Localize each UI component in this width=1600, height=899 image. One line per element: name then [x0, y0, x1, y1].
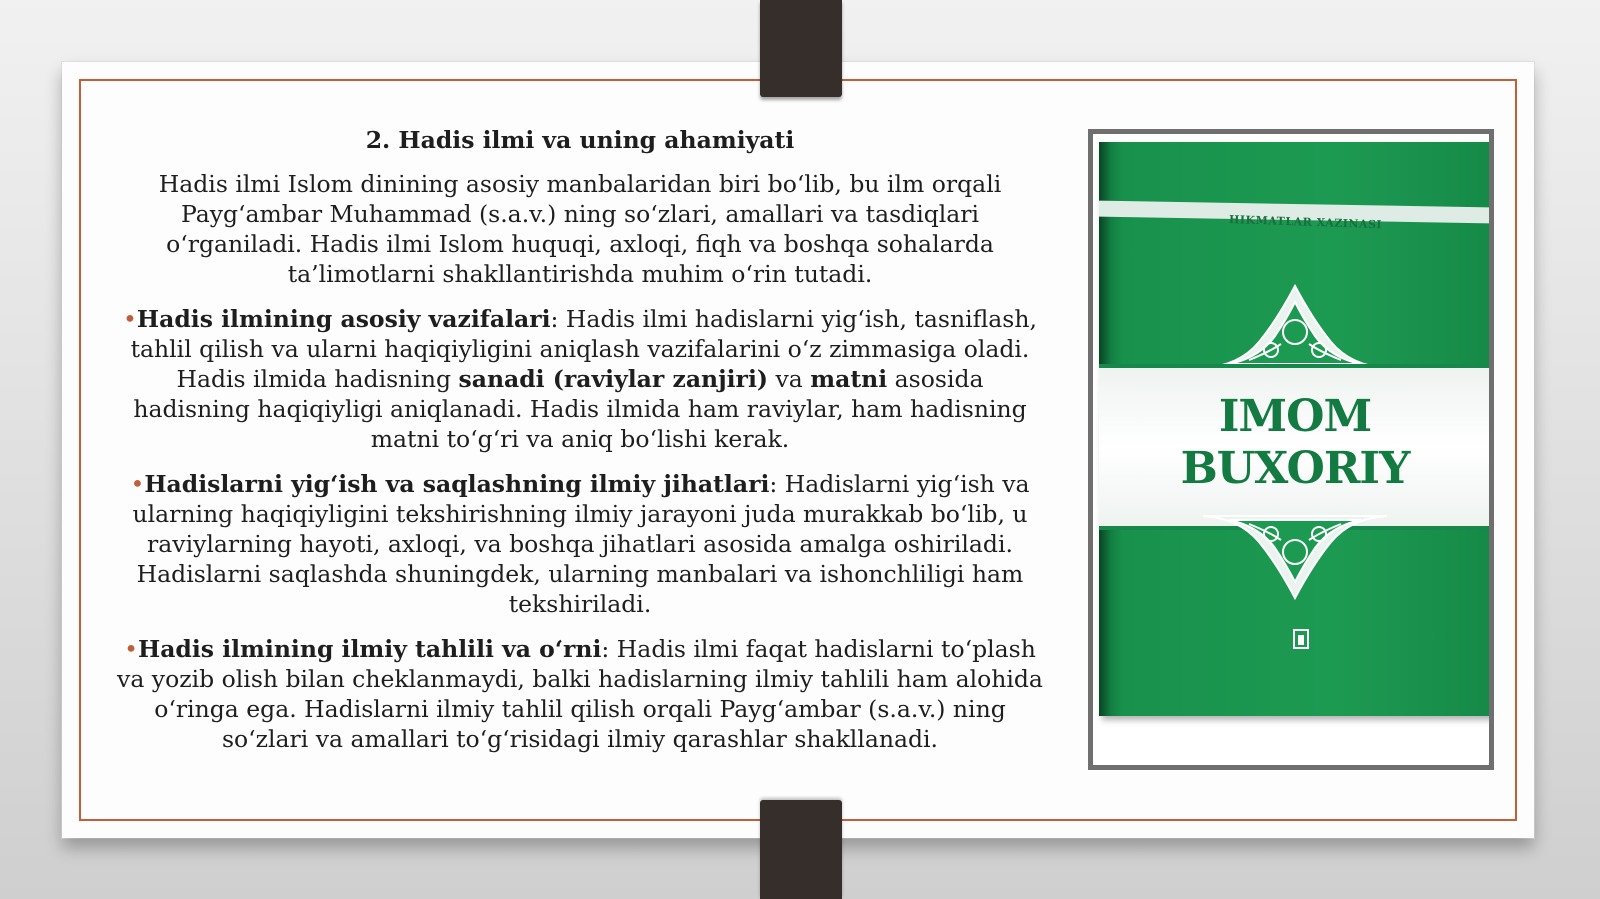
section-title: Hadis ilmining ilmiy tahlili va o‘rni: [138, 635, 602, 663]
slide-heading: 2. Hadis ilmi va uning ahamiyati: [365, 126, 795, 154]
section-paragraph-tasks: [115, 304, 1045, 454]
ornament-top-icon: [1199, 280, 1391, 370]
section-paragraph-analysis: [115, 634, 1045, 754]
book-series-label: HIKMATLAR XAZINASI: [1228, 213, 1383, 232]
bullet-icon: •: [124, 635, 138, 663]
book-title-line-1: IMOM: [1218, 391, 1372, 442]
section-text: asosida hadisning haqiqiyligi aniqlanadi. Hadis ilmida ham raviylar, ham hadisning matni to‘g‘ri va aniq bo‘lishi kerak.: [133, 365, 1027, 453]
section-text: : Hadislarni yig‘ish va ularning haqiqiyligini tekshirishning ilmiy jarayoni juda murakkab bo‘lib, u raviylarning hayoti, axloqi, va boshqa jihatlari asosida amalga oshiriladi. Hadislarni saqlashda shuningdek, ularning manbalari va ishonchliligi ham tekshiriladi.: [132, 470, 1030, 618]
book-cover-image: [1099, 142, 1491, 716]
bottom-post-decoration: [760, 800, 842, 899]
ornament-bottom-icon: [1199, 514, 1391, 604]
section-title: Hadis ilmining asosiy vazifalari: [136, 305, 551, 333]
slide-text-block: [115, 125, 1045, 769]
section-emphasis: sanadi (raviylar zanjiri): [458, 365, 768, 393]
intro-paragraph: Hadis ilmi Islom dinining asosiy manbalaridan biri bo‘lib, bu ilm orqali Payg‘ambar Muhammad (s.a.v.) ning so‘zlari, amallari va tasdiqlari o‘rganiladi. Hadis ilmi Islom huquqi, axloqi, fiqh va boshqa sohalarda ta’limotlarni shakllantirishda muhim o‘rin tutadi.: [158, 170, 1002, 288]
publisher-logo-icon: [1293, 629, 1309, 649]
top-post-decoration: [760, 0, 842, 97]
section-emphasis: matni: [810, 365, 888, 393]
book-title-line-2: BUXORIY: [1180, 443, 1410, 494]
section-text: : Hadis ilmi faqat hadislarni to‘plash va yozib olish bilan cheklanmaydi, balki hadislarning ilmiy tahlili ham alohida o‘ringa ega. Hadislarni ilmiy tahlil qilish orqali Payg‘ambar (s.a.v.) ning so‘zlari va amallari to‘g‘risidagi ilmiy qarashlar shakllanadi.: [117, 635, 1043, 753]
section-text: : Hadis ilmi hadislarni yig‘ish, tasniflash, tahlil qilish va ularni haqiqiyligini aniqlash vazifalarini o‘z zimmasiga oladi. Hadis ilmida hadisning: [130, 305, 1037, 393]
section-text: va: [768, 365, 811, 393]
section-title: Hadislarni yig‘ish va saqlashning ilmiy jihatlari: [144, 470, 770, 498]
section-paragraph-collection: [115, 469, 1045, 619]
bullet-icon: •: [123, 305, 137, 333]
book-image-frame: [1088, 129, 1494, 770]
bullet-icon: •: [130, 470, 145, 498]
